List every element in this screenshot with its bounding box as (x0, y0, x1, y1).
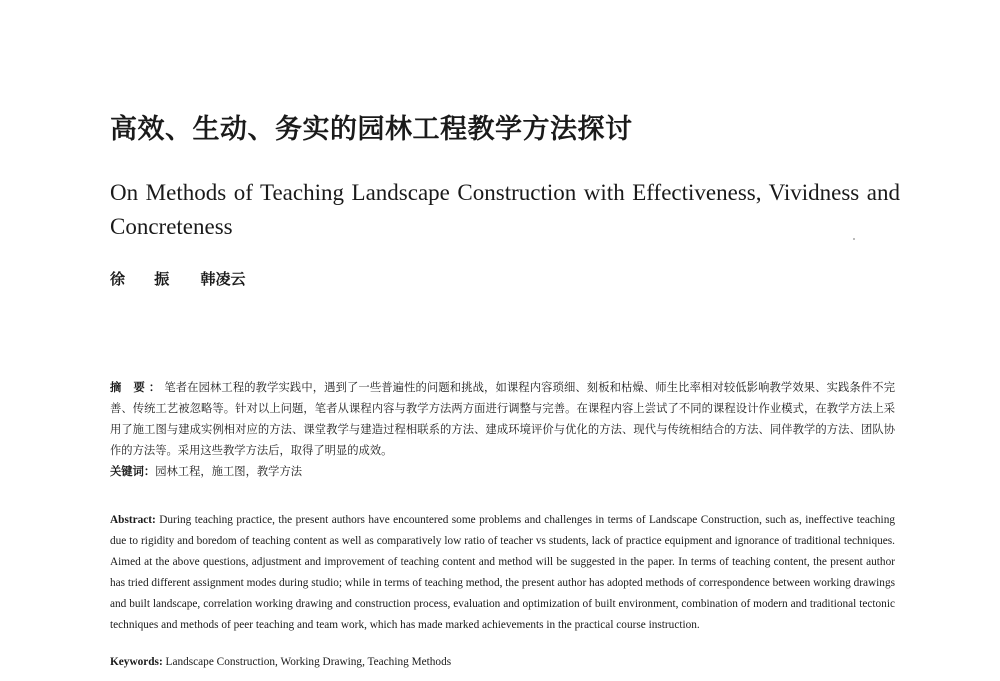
abstract-chinese-text: 笔者在园林工程的教学实践中，遇到了一些普遍性的问题和挑战，如课程内容琐细、刻板和枯燥、师生比率相对较低影响教学效果、实践条件不完善、传统工艺被忽略等。针对以上问题，笔者从课程内容与教学方法两方面进行调整与完善。在课程内容上尝试了不同的课程设计作业模式，在教学方法上采用了施工图与建成实例相对应的方法、课堂教学与建造过程相联系的方法、建成环境评价与优化的方法、现代与传统相结合的方法、同伴教学的方法、团队协作的方法等。采用这些教学方法后，取得了明显的成效。 (110, 381, 895, 457)
abstract-english-text: During teaching practice, the present authors have encountered some problems and challenges in terms of Landscape Construction, such as, ineffective teaching due to rigidity and boredom of teaching content as well as comparatively low ratio of teacher vs students, lack of practice equipment and ignorance of traditional techniques. Aimed at the above questions, adjustment and improvement of teaching content and method will be suggested in the paper. In terms of teaching content, the present author has tried different assignment modes during studio; while in terms of teaching method, the present author has adopted methods of correspondence between working drawings and built landscape, correlation working drawing and construction process, evaluation and optimization of built environment, combination of modern and traditional tectonic techniques and methods of peer teaching and team work, which has made marked achievements in the practical course instruction. (110, 514, 895, 631)
abstract-chinese (110, 377, 895, 461)
abstract-chinese-label: 摘 要： (110, 380, 165, 394)
keywords-chinese-label: 关键词： (110, 464, 156, 478)
keywords-chinese-text: 园林工程，施工图，教学方法 (155, 465, 303, 478)
title-english: On Methods of Teaching Landscape Construction with Effectiveness, Vividness and Concreteness (110, 180, 900, 239)
title-chinese: 高效、生动、务实的园林工程教学方法探讨 (110, 114, 633, 145)
authors (110, 268, 510, 290)
author-1: 徐 振 (110, 270, 182, 288)
keywords-english (110, 652, 895, 673)
keywords-english-text: Landscape Construction, Working Drawing, Teaching Methods (165, 656, 452, 668)
scan-speck (853, 238, 855, 240)
abstract-english (110, 510, 895, 636)
abstract-english-label: Abstract: (110, 514, 156, 526)
author-2: 韩凌云 (200, 270, 246, 288)
keywords-chinese (110, 461, 895, 482)
keywords-english-label: Keywords: (110, 656, 163, 668)
